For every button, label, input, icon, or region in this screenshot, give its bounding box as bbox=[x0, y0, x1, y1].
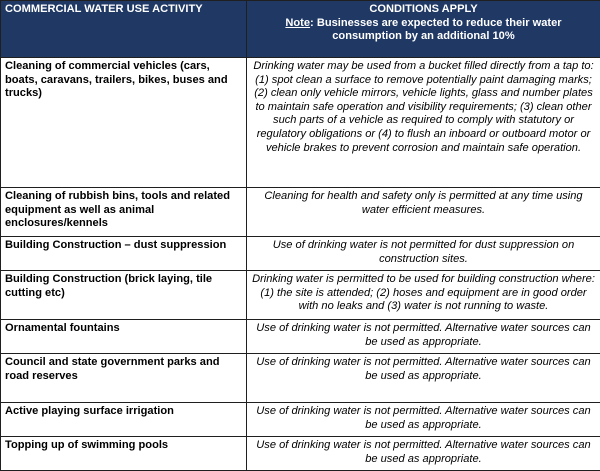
condition-cell: Cleaning for health and safety only is permitted at any time using water efficient measures. bbox=[247, 188, 600, 237]
note bbox=[251, 17, 596, 44]
activity-cell: Cleaning of commercial vehicles (cars, boats, caravans, trailers, bikes, buses and trucks) bbox=[1, 58, 247, 188]
activity-cell: Ornamental fountains bbox=[1, 320, 247, 354]
table-row bbox=[1, 403, 600, 437]
header-row bbox=[1, 1, 600, 58]
activity-cell: Active playing surface irrigation bbox=[1, 403, 247, 437]
table-row bbox=[1, 237, 600, 271]
activity-cell: Topping up of swimming pools bbox=[1, 437, 247, 471]
condition-cell: Drinking water may be used from a bucket filled directly from a tap to: (1) spot clean a surface to remove potentially paint damaging marks; (2) clean only vehicle mirrors, vehicle lights, glass and number plates to maintain safe operation and visibility requirements; (3) clean other such parts of a vehicle as required to comply with statutory or regulatory obligations or (4) to flush an inboard or outboard motor or vehicle brakes to prevent corrosion and maintain safe operation. bbox=[247, 58, 600, 188]
activity-cell: Building Construction – dust suppression bbox=[1, 237, 247, 271]
activity-cell: Cleaning of rubbish bins, tools and related equipment as well as animal enclosures/kennels bbox=[1, 188, 247, 237]
table-row bbox=[1, 320, 600, 354]
condition-cell: Use of drinking water is not permitted for dust suppression on construction sites. bbox=[247, 237, 600, 271]
activity-cell: Building Construction (brick laying, tile cutting etc) bbox=[1, 271, 247, 320]
table-row bbox=[1, 188, 600, 237]
table-row bbox=[1, 354, 600, 403]
activity-column-header: COMMERCIAL WATER USE ACTIVITY bbox=[1, 1, 247, 58]
condition-cell: Drinking water is permitted to be used for building construction where: (1) the site is attended; (2) hoses and equipment are in good order with no leaks and (3) water is not running to waste. bbox=[247, 271, 600, 320]
note-label: Note bbox=[285, 17, 310, 29]
table-row bbox=[1, 271, 600, 320]
note-text: : Businesses are expected to reduce their water consumption by an additional 10% bbox=[310, 17, 562, 43]
activity-cell: Council and state government parks and road reserves bbox=[1, 354, 247, 403]
conditions-column-header bbox=[247, 1, 600, 58]
conditions-title: CONDITIONS APPLY bbox=[251, 3, 596, 17]
condition-cell: Use of drinking water is not permitted. Alternative water sources can be used as appropriate. bbox=[247, 403, 600, 437]
condition-cell: Use of drinking water is not permitted. Alternative water sources can be used as appropriate. bbox=[247, 320, 600, 354]
condition-cell: Use of drinking water is not permitted. Alternative water sources can be used as appropriate. bbox=[247, 437, 600, 471]
table-row bbox=[1, 437, 600, 471]
condition-cell: Use of drinking water is not permitted. Alternative water sources can be used as appropriate. bbox=[247, 354, 600, 403]
table-row bbox=[1, 58, 600, 188]
